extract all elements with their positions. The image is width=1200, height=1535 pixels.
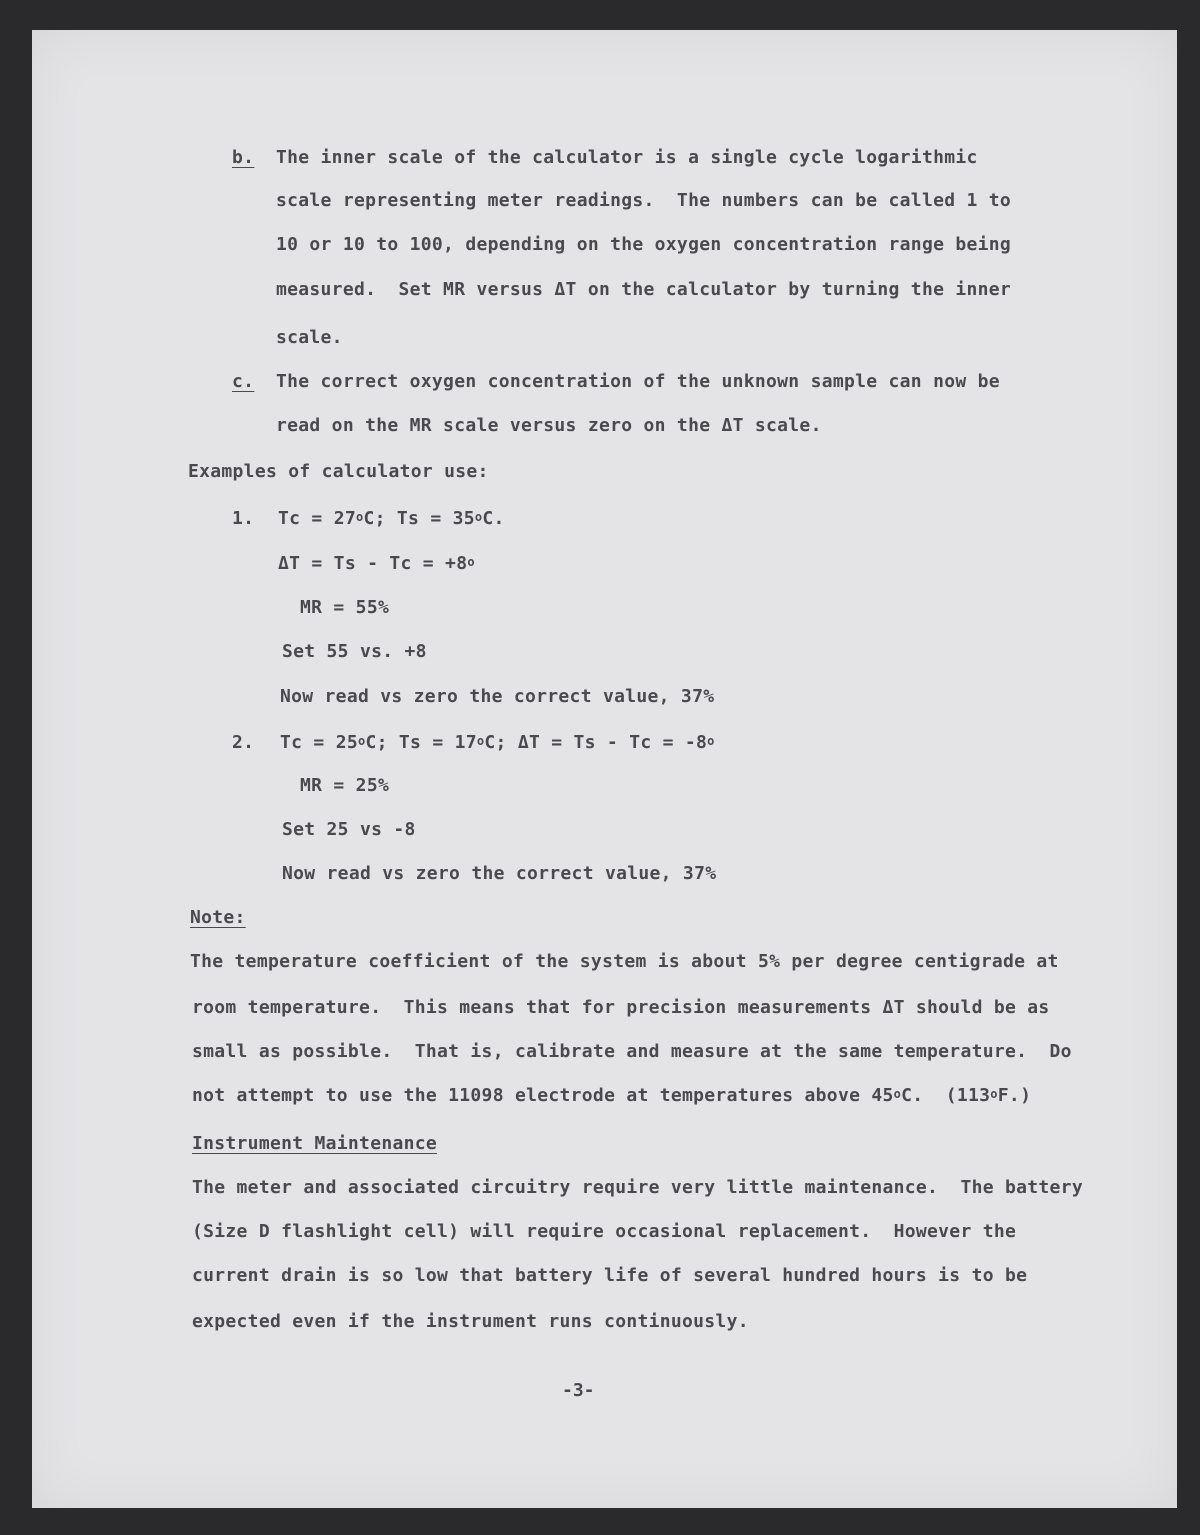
maintenance-heading: Instrument Maintenance	[192, 1133, 438, 1154]
maintenance-line-3: current drain is so low that battery life of several hundred hours is to be	[192, 1265, 1028, 1286]
examples-heading: Examples of calculator use:	[188, 461, 489, 482]
example-2-number: 2.	[232, 732, 255, 753]
maintenance-line-1: The meter and associated circuitry require very little maintenance. The battery	[192, 1177, 1083, 1198]
page-number: -3-	[562, 1380, 595, 1401]
example-2-mr: MR = 25%	[300, 775, 390, 796]
item-b-line-1: The inner scale of the calculator is a single cycle logarithmic	[276, 147, 978, 168]
maintenance-line-2: (Size D flashlight cell) will require occasional replacement. However the	[192, 1221, 1017, 1242]
example-1-number: 1.	[232, 508, 255, 529]
note-line-3: small as possible. That is, calibrate and measure at the same temperature. Do	[192, 1041, 1072, 1062]
item-b-line-4: measured. Set MR versus ΔT on the calculator by turning the inner	[276, 279, 1012, 300]
example-1-mr: MR = 55%	[300, 597, 390, 618]
example-2-temps: $Tc = 25^oC$; $Ts = 17^oC$; $\Delta T = Ts - Tc = -8^o$	[280, 732, 715, 753]
note-line-4: not attempt to use the 11098 electrode at temperatures above 45$^o$C. (113$^o$F.)	[192, 1085, 1032, 1106]
maintenance-line-4: expected even if the instrument runs continuously.	[192, 1311, 749, 1332]
example-1-delta: $\Delta T = Ts - Tc = +8^o$	[278, 553, 475, 574]
example-1-read: Now read vs zero the correct value, 37%	[280, 686, 715, 707]
item-b-line-5: scale.	[276, 327, 343, 348]
example-1-temps: $Tc = 27^oC$; $Ts = 35^oC$.	[278, 508, 505, 529]
item-b-line-3: 10 or 10 to 100, depending on the oxygen concentration range being	[276, 234, 1012, 255]
example-2-set: Set 25 vs -8	[282, 819, 416, 840]
item-c-marker: c.	[232, 371, 255, 392]
note-line-2: room temperature. This means that for precision measurements ΔT should be as	[192, 997, 1050, 1018]
note-line-1: The temperature coefficient of the system is about 5% per degree centigrade at	[190, 951, 1059, 972]
note-heading: Note:	[190, 907, 246, 928]
item-c-line-1: The correct oxygen concentration of the unknown sample can now be	[276, 371, 1000, 392]
example-2-read: Now read vs zero the correct value, 37%	[282, 863, 717, 884]
item-b-marker: b.	[232, 147, 255, 168]
example-1-set: Set 55 vs. +8	[282, 641, 427, 662]
item-c-line-2: read on the MR scale versus zero on the ΔT scale.	[276, 415, 822, 436]
item-b-line-2: scale representing meter readings. The numbers can be called 1 to	[276, 190, 1012, 211]
